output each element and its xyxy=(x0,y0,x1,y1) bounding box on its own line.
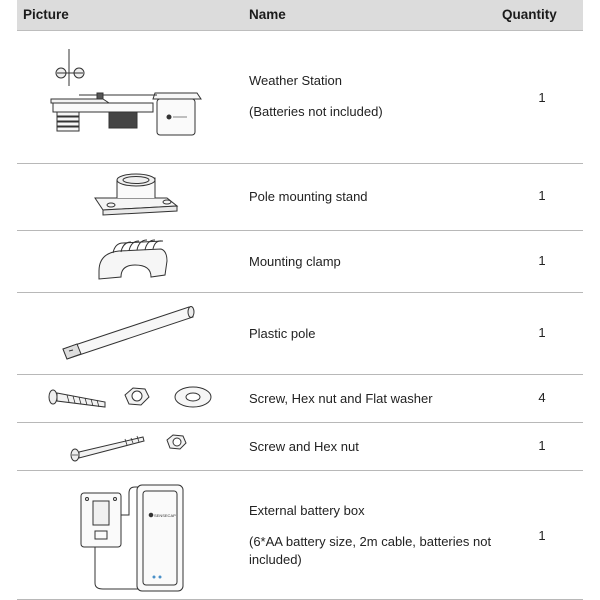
table-row xyxy=(17,293,583,375)
item-name: External battery box xyxy=(249,503,365,518)
plastic-pole-icon xyxy=(17,293,247,374)
picture-cell xyxy=(17,31,247,163)
table-row xyxy=(17,471,583,600)
table-row xyxy=(17,375,583,423)
table-row xyxy=(17,31,583,164)
table-row xyxy=(17,423,583,471)
item-quantity: 1 xyxy=(538,253,546,268)
picture-cell xyxy=(17,471,247,599)
picture-cell xyxy=(17,375,247,422)
item-name: Screw and Hex nut xyxy=(249,439,359,454)
header-name: Name xyxy=(249,7,286,22)
item-name: Screw, Hex nut and Flat washer xyxy=(249,391,433,406)
header-picture: Picture xyxy=(23,7,69,22)
device-brand-label: SENSECAP xyxy=(154,513,176,518)
screw-hexnut-washer-icon xyxy=(17,375,247,422)
table-row xyxy=(17,164,583,231)
item-name: Weather Station xyxy=(249,73,342,88)
screw-hexnut-icon xyxy=(17,423,247,470)
item-name: Plastic pole xyxy=(249,326,316,341)
item-quantity: 1 xyxy=(538,438,546,453)
item-name: Pole mounting stand xyxy=(249,189,368,204)
item-note: (6*AA battery size, 2m cable, batteries not included) xyxy=(249,534,492,567)
item-name: Mounting clamp xyxy=(249,254,341,269)
header-quantity: Quantity xyxy=(502,7,557,22)
item-quantity: 4 xyxy=(538,390,546,405)
mounting-clamp-icon xyxy=(17,231,247,292)
item-quantity: 1 xyxy=(538,188,546,203)
picture-cell xyxy=(17,231,247,292)
table-row xyxy=(17,231,583,293)
picture-cell xyxy=(17,164,247,230)
picture-cell xyxy=(17,423,247,470)
item-quantity: 1 xyxy=(538,325,546,340)
external-battery-box-icon xyxy=(17,471,247,599)
table-header xyxy=(17,0,583,31)
item-quantity: 1 xyxy=(538,528,546,543)
weather-station-icon xyxy=(17,31,247,163)
picture-cell xyxy=(17,293,247,374)
item-note: (Batteries not included) xyxy=(249,104,383,119)
pole-mounting-stand-icon xyxy=(17,164,247,230)
item-quantity: 1 xyxy=(538,90,546,105)
